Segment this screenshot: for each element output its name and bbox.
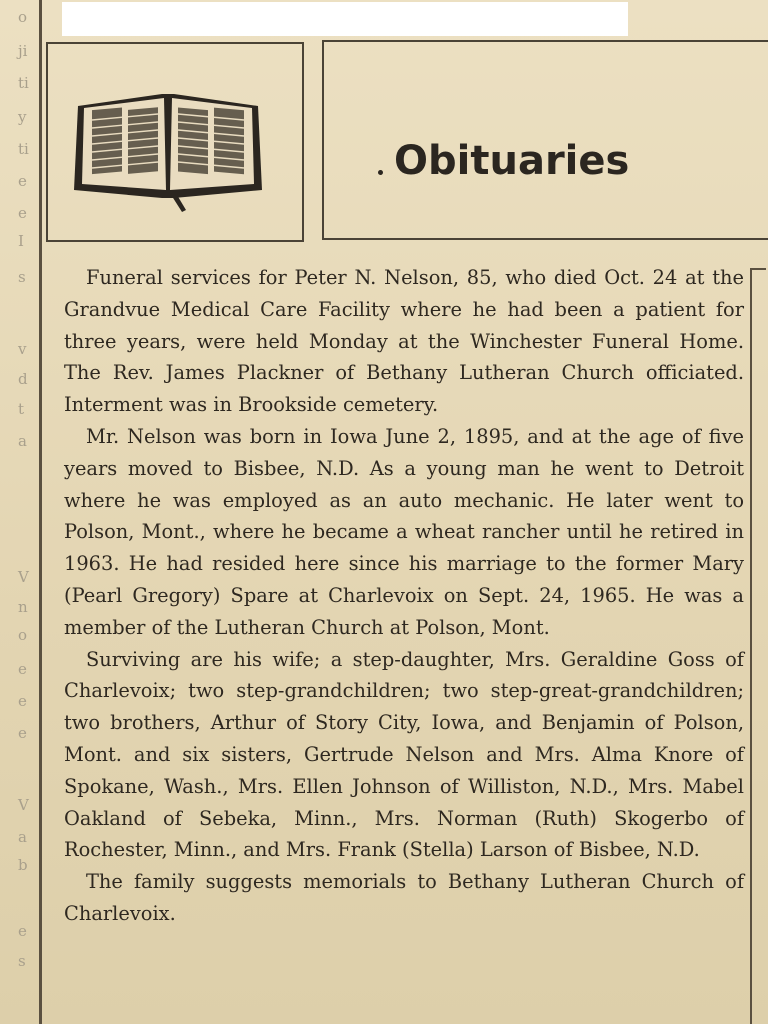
title-bullet	[378, 170, 383, 175]
article-paragraph: Funeral services for Peter N. Nelson, 85, who died Oct. 24 at the Grandvue Medical Care Facility where he had been a patient for three years, were held Monday at the Winchester Funeral Home. The Rev. James Plackner of Bethany Lutheran Church officiated. Interment was in Brookside cemetery.	[64, 266, 744, 417]
blank-strip	[62, 2, 628, 36]
obituary-article	[64, 262, 744, 930]
article-paragraph: The family suggests memorials to Bethany Lutheran Church of Charlevoix.	[64, 870, 744, 925]
bleed-char: d	[18, 370, 28, 388]
bleed-char: t	[18, 400, 25, 418]
bleed-char: ji	[18, 42, 28, 60]
bleed-char: a	[18, 432, 27, 450]
bleed-char: n	[18, 598, 28, 616]
bleed-char: V	[18, 568, 29, 586]
bleed-char: ti	[18, 140, 29, 158]
column-rule-left	[39, 0, 42, 1024]
bleed-char: a	[18, 828, 27, 846]
article-paragraph: Mr. Nelson was born in Iowa June 2, 1895, and at the age of five years moved to Bisbee, N.D. As a young man he went to Detroit where he was employed as an auto mechanic. He later went to Polson, Mont., where he became a wheat rancher until he retired in 1963. He had resided here since his marriage to the former Mary (Pearl Gregory) Spare at Charlevoix on Sept. 24, 1965. He was a member of the Lutheran Church at Polson, Mont.	[64, 424, 744, 639]
bleed-char: ti	[18, 74, 29, 92]
bleed-char: y	[18, 108, 27, 126]
bleed-char: e	[18, 724, 27, 742]
column-rule-right	[750, 268, 766, 1024]
bleed-char: e	[18, 172, 27, 190]
section-title: Obituaries	[394, 138, 630, 184]
bleed-char: e	[18, 660, 27, 678]
bleed-char: b	[18, 856, 28, 874]
bleed-char: o	[18, 626, 28, 644]
bleed-char: s	[18, 952, 26, 970]
bleed-char: o	[18, 8, 28, 26]
bleed-char: e	[18, 692, 27, 710]
icon-panel	[46, 42, 304, 242]
adjacent-column-bleed	[0, 0, 38, 1024]
bleed-char: V	[18, 796, 29, 814]
bleed-char: e	[18, 922, 27, 940]
bleed-char: e	[18, 204, 27, 222]
open-book-icon	[70, 86, 266, 214]
bleed-char: I	[18, 232, 24, 250]
bleed-char: v	[18, 340, 27, 358]
bleed-char: s	[18, 268, 26, 286]
article-paragraph: Surviving are his wife; a step-daughter, Mrs. Geraldine Goss of Charlevoix; two step-grandchildren; two step-great-grandchildren; two brothers, Arthur of Story City, Iowa, and Benjamin of Polson, Mont. and six sisters, Gertrude Nelson and Mrs. Alma Knore of Spokane, Wash., Mrs. Ellen Johnson of Williston, N.D., Mrs. Mabel Oakland of Sebeka, Minn., Mrs. Norman (Ruth) Skogerbo of Rochester, Minn., and Mrs. Frank (Stella) Larson of Bisbee, N.D.	[64, 647, 744, 862]
title-panel	[322, 40, 768, 240]
